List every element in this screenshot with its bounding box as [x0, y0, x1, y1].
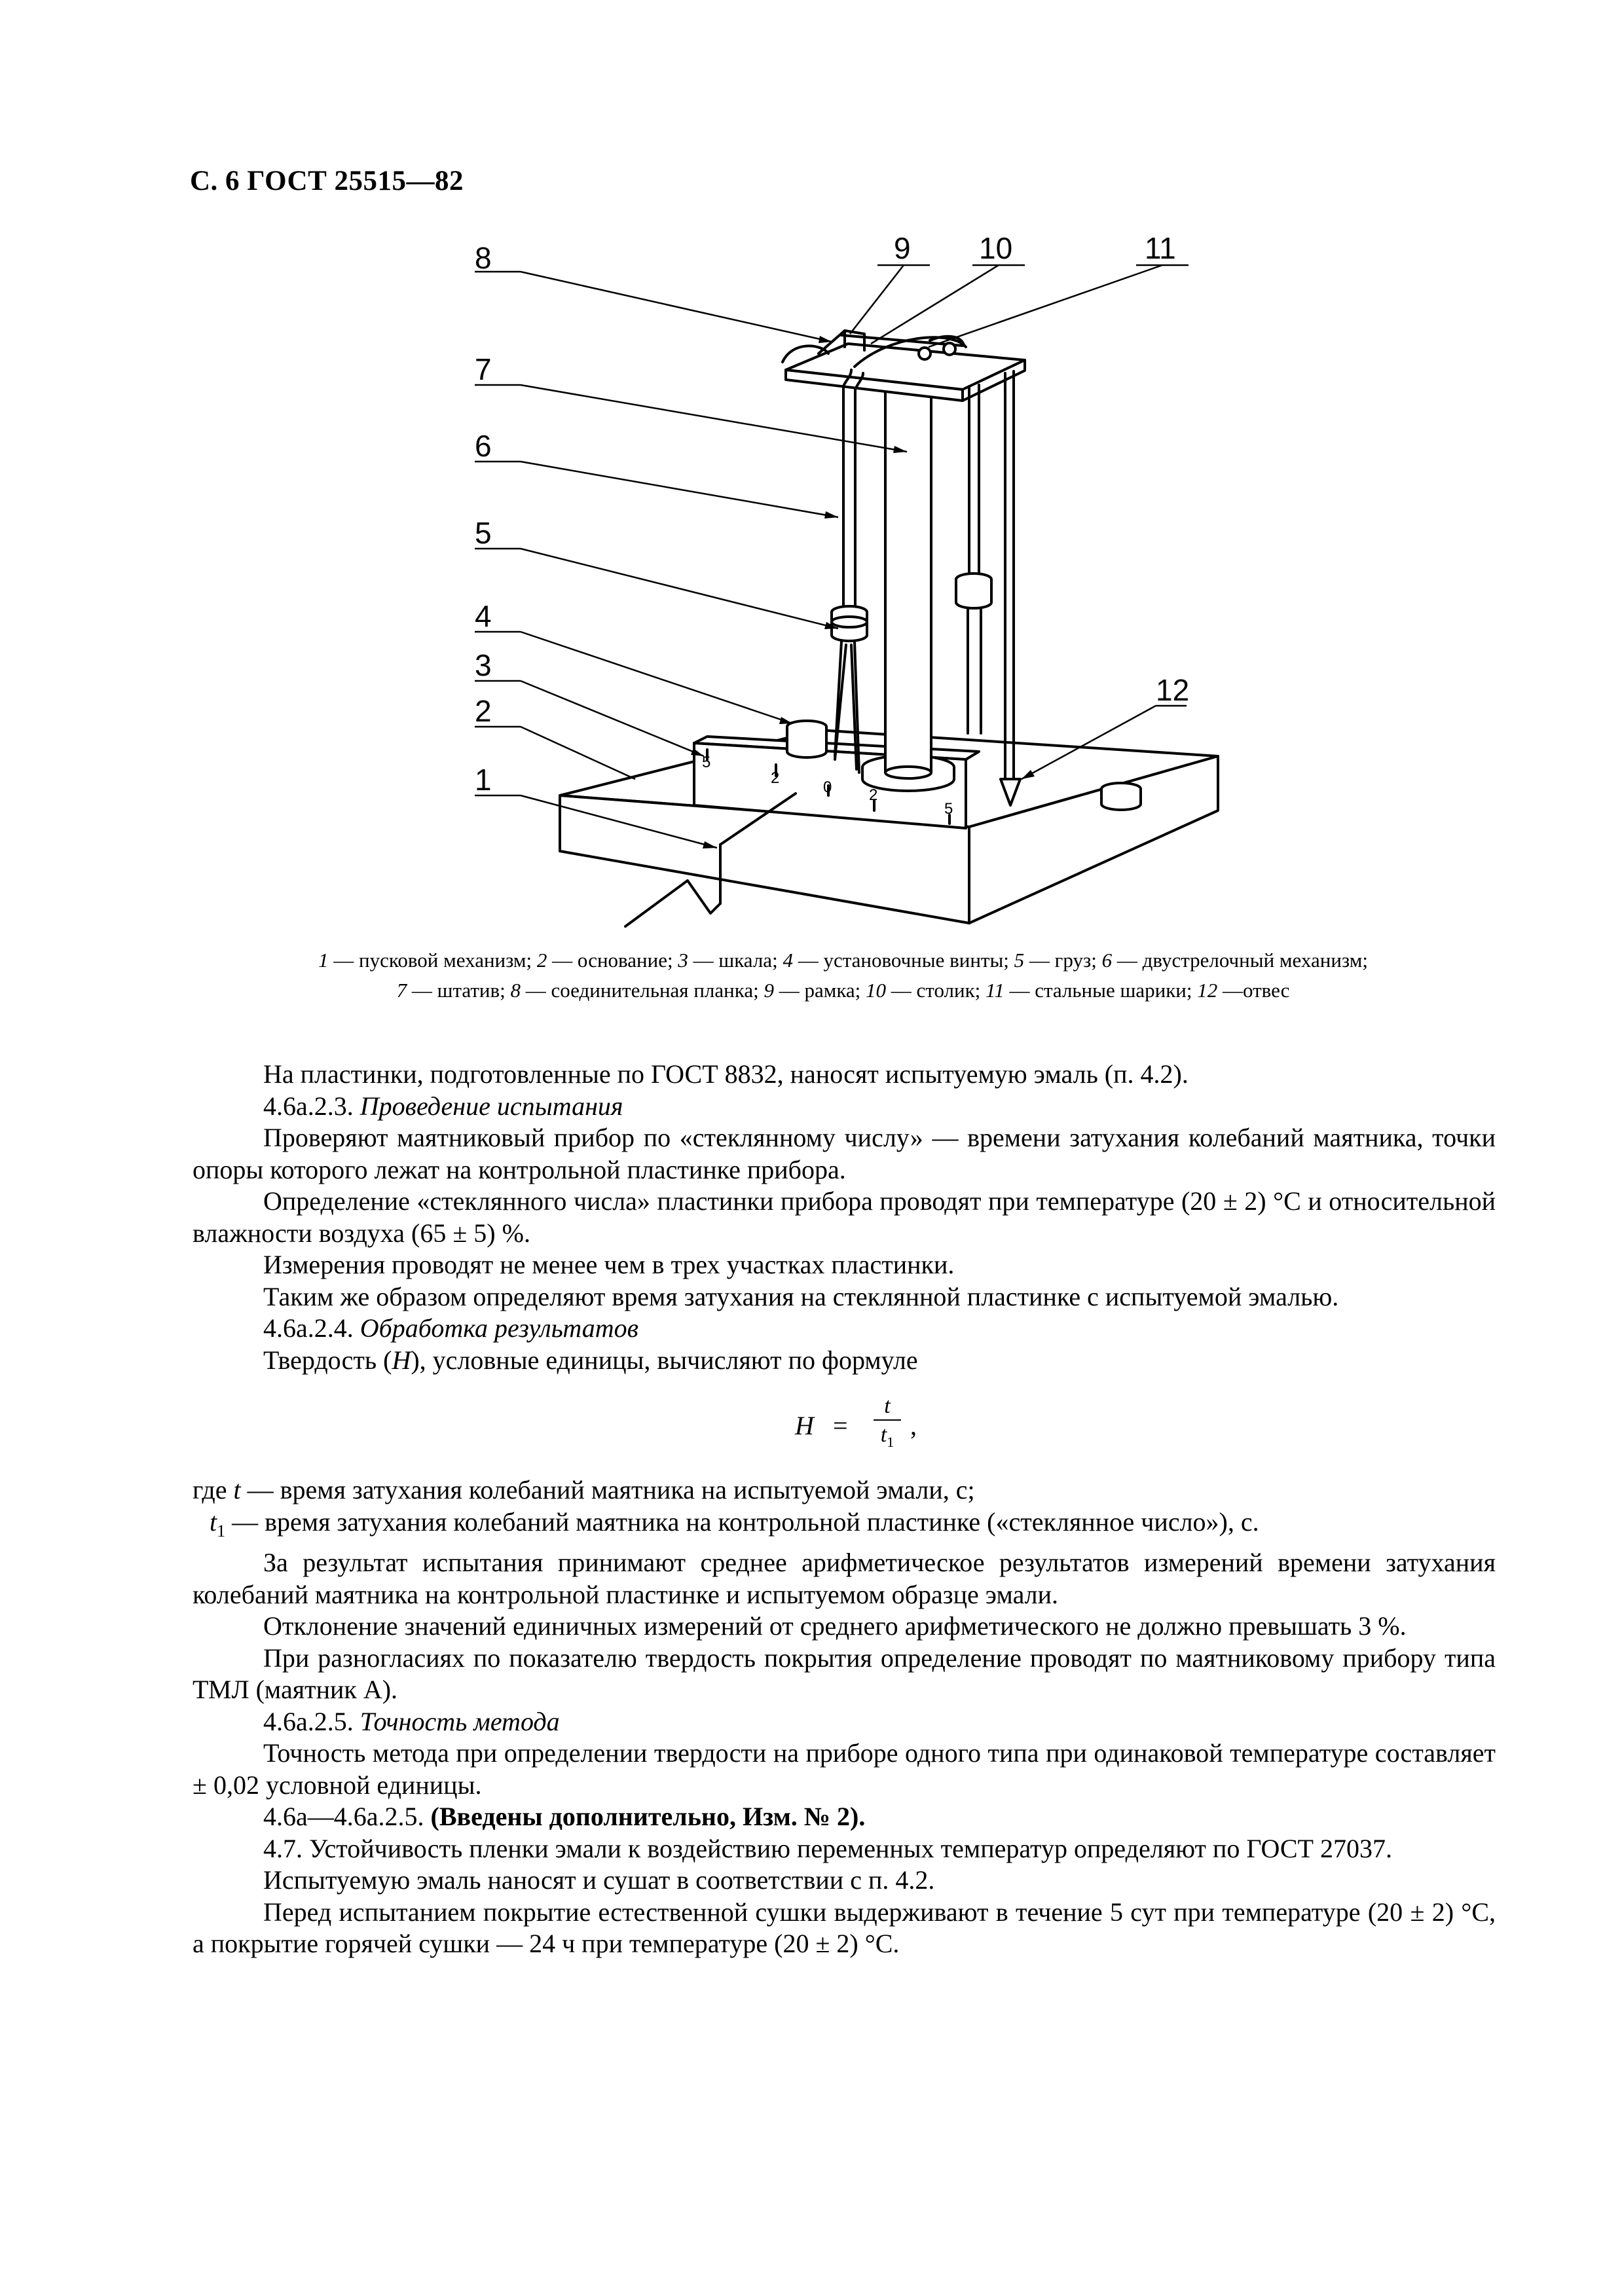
paragraph: Проверяют маятниковый прибор по «стеклянному числу» — времени затухания колебаний маятника, точки опоры которого лежат на контрольной пластинке прибора.	[193, 1123, 1496, 1184]
caption-item: 6 — двустрелочный механизм;	[1101, 949, 1368, 972]
paragraph: 4.7. Устойчивость пленки эмали к воздействию переменных температур определяют по ГОСТ 27037.	[263, 1833, 1392, 1863]
figure-label-6: 6	[475, 429, 492, 463]
hardness-formula	[193, 1376, 1496, 1474]
scale-tick-label: 2	[771, 769, 780, 787]
formula-where-line: где t — время затухания колебаний маятника на испытуемой эмали, с;	[193, 1475, 975, 1504]
body-text	[193, 1059, 1496, 1960]
scale-tick-label: 5	[702, 754, 711, 771]
scale-tick-label: 2	[869, 786, 878, 804]
figure-label-2: 2	[475, 694, 492, 728]
section-heading: 4.6а.2.3. Проведение испытания	[263, 1091, 623, 1121]
figure-label-12: 12	[1156, 673, 1190, 707]
formula-where-line: $t_1$ — время затухания колебаний маятника на контрольной пластинке («стеклянное число»), с.	[210, 1506, 1259, 1540]
caption-item: 3 — шкала;	[678, 949, 783, 972]
paragraph: Определение «стеклянного числа» пластинки прибора проводят при температуре (20 ± 2) °С и относительной влажности воздуха (65 ± 5) %.	[193, 1186, 1496, 1248]
formula-fraction	[871, 1394, 904, 1454]
caption-item: 5 — груз;	[1014, 949, 1102, 972]
caption-item: 2 — основание;	[536, 949, 678, 972]
figure-label-10: 10	[979, 231, 1013, 265]
fraction-bar	[874, 1419, 901, 1421]
caption-item: 10 — столик;	[866, 979, 986, 1002]
steel-ball	[919, 348, 931, 359]
paragraph: Испытуемую эмаль наносят и сушат в соответствии с п. 4.2.	[263, 1865, 935, 1895]
figure-label-9: 9	[894, 231, 911, 265]
figure-label-4: 4	[475, 599, 492, 633]
paragraph: При разногласиях по показателю твердость покрытия определение проводят по маятниковому прибору типа ТМЛ (маятник А).	[193, 1643, 1496, 1704]
paragraph: За результат испытания принимают среднее арифметическое результатов измерений времени затухания колебаний маятника на контрольной пластинке и испытуемом образце эмали.	[193, 1548, 1496, 1609]
figure-label-8: 8	[475, 241, 492, 275]
scale-tick-label: 5	[944, 800, 953, 818]
caption-item: 12 —отвес	[1197, 979, 1290, 1002]
paragraph: Твердость (H), условные единицы, вычисляют по формуле	[263, 1345, 918, 1375]
caption-item: 11 — стальные шарики;	[986, 979, 1198, 1002]
caption-item: 9 — рамка;	[764, 979, 866, 1002]
figure-label-1: 1	[475, 763, 492, 797]
figure-label-11: 11	[1145, 231, 1176, 265]
paragraph: Отклонение значений единичных измерений от среднего арифметического не должно превышать 3 %.	[263, 1611, 1407, 1641]
paragraph: Точность метода при определении твердости на приборе одного типа при одинаковой температуре составляет ± 0,02 условной единицы.	[193, 1738, 1496, 1800]
formula-comma: ,	[910, 1411, 917, 1440]
paragraph: Таким же образом определяют время затухания на стеклянной пластинке с испытуемой эмалью.	[263, 1281, 1339, 1311]
caption-item: 1 — пусковой механизм;	[318, 949, 537, 972]
page-header: С. 6 ГОСТ 25515—82	[190, 166, 464, 196]
amendment-note: 4.6а—4.6а.2.5. (Введены дополнительно, Изм. № 2).	[263, 1802, 866, 1831]
figure-label-5: 5	[475, 516, 492, 550]
paragraph: На пластинки, подготовленные по ГОСТ 8832, наносят испытуемую эмаль (п. 4.2).	[263, 1059, 1189, 1089]
scale-tick-label: 0	[823, 778, 832, 796]
paragraph: Измерения проводят не менее чем в трех участках пластинки.	[263, 1250, 955, 1279]
figure-caption	[190, 945, 1496, 1006]
caption-item: 4 — установочные винты;	[783, 949, 1014, 972]
column-stand	[885, 386, 931, 773]
formula-equals: =	[833, 1411, 848, 1440]
formula-numerator: t	[884, 1394, 891, 1418]
paragraph: Перед испытанием покрытие естественной сушки выдерживают в течение 5 сут при температуре (20 ± 2) °С, а покрытие горячей сушки — 24 ч при температуре (20 ± 2) °С.	[193, 1897, 1496, 1958]
figure-label-3: 3	[475, 648, 492, 682]
caption-item: 7 — штатив;	[396, 979, 511, 1002]
figure-label-7: 7	[475, 352, 492, 386]
formula-denominator: $t_1$	[880, 1423, 894, 1450]
pendulum-device-figure	[0, 0, 1622, 956]
section-heading: 4.6а.2.4. Обработка результатов	[263, 1313, 638, 1343]
formula-lhs: H	[795, 1411, 814, 1440]
section-heading: 4.6а.2.5. Точность метода	[263, 1706, 560, 1736]
caption-item: 8 — соединительная планка;	[510, 979, 764, 1002]
pendulum-device-drawing	[0, 0, 1622, 956]
